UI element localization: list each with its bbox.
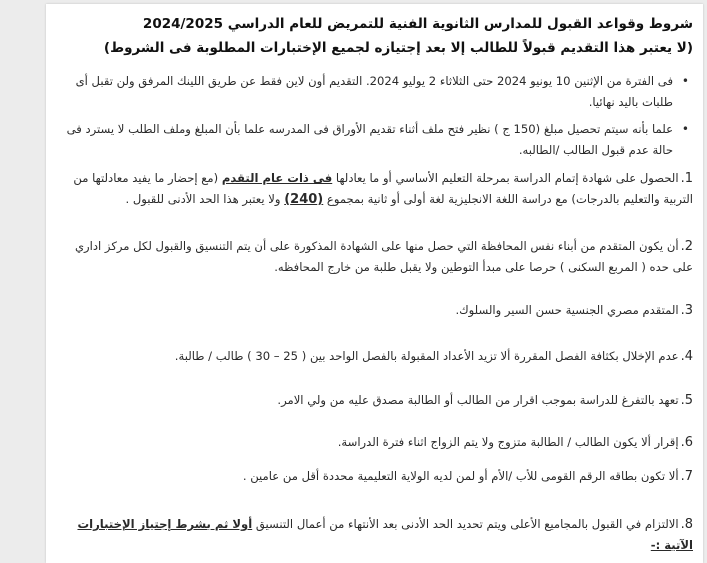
item-number: 8.: [680, 517, 693, 532]
list-item: [56, 466, 693, 487]
item-number: 6.: [680, 435, 693, 450]
bullet-text: علما بأنه سيتم تحصيل مبلغ (150 ج ) نظير فتح ملف أثناء تقديم الأوراق فى المدرسه علما بأن المبلغ وملف الطلب لا يسترد فى حالة عدم قبول الطالب /الطالبه.: [66, 122, 673, 157]
list-item: [56, 236, 693, 278]
item-number: 4.: [680, 349, 693, 364]
document-subtitle: (لا يعتبر هذا التقديم قبولاً للطالب إلا بعد إجتيازه لجميع الإختبارات المطلوبة فى الشروط): [103, 40, 693, 56]
item-number: 1.: [680, 171, 693, 186]
document-title: شروط وقواعد القبول للمدارس الثانوية الفنية للتمريض للعام الدراسي 2024/2025: [142, 16, 693, 32]
bullet-text: فى الفترة من الإثنين 10 يونيو 2024 حتى الثلاثاء 2 يوليو 2024. التقديم أون لاين فقط عن طريق اللينك المرفق ولن تقبل أى طلبات باليد نهائيا.: [75, 74, 673, 109]
list-item: [56, 390, 693, 411]
item-text: إقرار ألا يكون الطالب / الطالبة متزوج ولا يتم الزواج اثناء فترة الدراسة.: [337, 435, 679, 449]
item-number: 7.: [680, 469, 693, 484]
item-text: الحصول على شهادة إتمام الدراسة بمرحلة التعليم الأساسي أو ما يعادلها: [332, 171, 679, 185]
bullet-item: [56, 71, 693, 113]
item-number: 3.: [680, 303, 693, 318]
item-emphasis: فى ذات عام التقدم: [221, 171, 333, 185]
bullet-icon: •: [681, 74, 689, 88]
item-text: ولا يعتبر هذا الحد الأدنى للقبول .: [125, 192, 285, 206]
item-score: (240): [284, 192, 324, 207]
document-content: [56, 4, 693, 563]
document-page: [46, 4, 703, 563]
item-text: الالتزام في القبول بالمجاميع الأعلى ويتم تحديد الحد الأدنى بعد الأنتهاء من أعمال التنسيق: [252, 517, 679, 531]
bullet-icon: •: [681, 122, 689, 136]
list-item: [56, 168, 693, 210]
item-number: 5.: [680, 393, 693, 408]
list-item: [56, 346, 693, 367]
item-text: (مع إحضار ما يفيد معادلتها من التربية والتعليم بالدرجات) مع دراسة اللغة الانجليزية لغة أولى أو ثانية بمجموع: [73, 171, 693, 206]
item-text: عدم الإخلال بكثافة الفصل المقررة ألا تزيد الأعداد المقبولة بالفصل الواحد بين ( 25 – 30 ) طالب / طالبة.: [174, 349, 679, 363]
bullet-item: [56, 119, 693, 161]
item-text: المتقدم مصري الجنسية حسن السير والسلوك.: [455, 303, 679, 317]
item-text: تعهد بالتفرغ للدراسة بموجب اقرار من الطالب أو الطالبة مصدق عليه من ولي الامر.: [277, 393, 679, 407]
item-text: ألا تكون بطاقه الرقم القومى للأب /الأم أو لمن لديه الولاية التعليمية محددة أقل من عامين .: [242, 469, 679, 483]
item-number: 2.: [680, 239, 693, 254]
item-emphasis: أولا ثم بشرط إجتياز الإختبارات الآتية :-: [77, 517, 693, 552]
list-item: [56, 432, 693, 453]
list-item: [56, 514, 693, 556]
item-text: أن يكون المتقدم من أبناء نفس المحافظة التي حصل منها على الشهادة المذكورة على أن يتم التنسيق والقبول لكل مركز اداري على حده ( المربع السكنى ) حرصا على مبدأ التوطين ولا يقبل طلبة من خارج المحافظه.: [74, 239, 693, 274]
list-item: [56, 300, 693, 321]
